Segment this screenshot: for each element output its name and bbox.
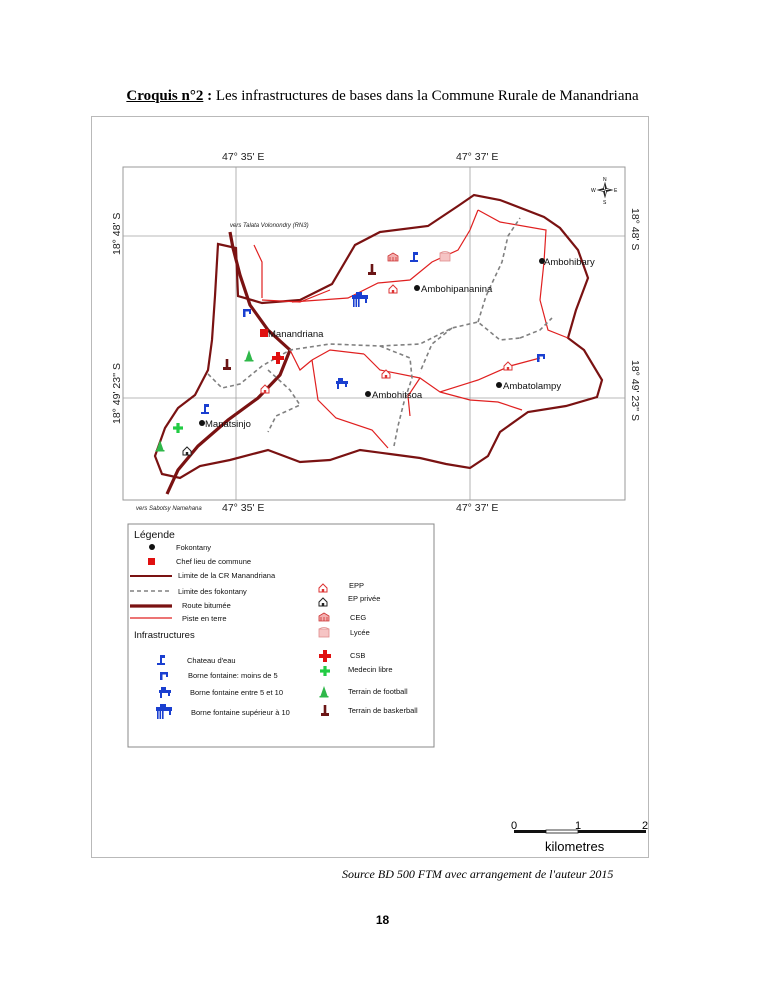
lycee-icon: [440, 252, 450, 262]
compass-n: N: [603, 177, 607, 183]
place-ambohipananina: Ambohipananina: [421, 284, 493, 295]
coord-right-bottom: 18° 49' 23'' S: [629, 360, 641, 422]
legend-chef-lieu-icon: [148, 558, 155, 565]
compass-e: E: [614, 188, 618, 194]
chef-lieu-marker: [260, 329, 268, 337]
place-manatsinjo: Manatsinjo: [205, 419, 251, 430]
source-note: Source BD 500 FTM avec arrangement de l'auteur 2015: [342, 867, 614, 881]
legend-borne-big: Borne fontaine supérieur à 10: [191, 708, 290, 717]
compass-s: S: [603, 200, 607, 206]
scale-bar: [511, 820, 648, 854]
legend-medecin: Medecin libre: [348, 665, 393, 674]
legend-fokontany-icon: [149, 544, 155, 550]
scale-label-0: 0: [511, 820, 518, 832]
legend-limite-cr: Limite de la CR Manandriana: [178, 571, 276, 580]
fokontany-dot-ambohitsoa: [365, 391, 371, 397]
place-ambohitsoa: Ambohitsoa: [372, 390, 423, 401]
coord-bottom-left: 47° 35' E: [222, 502, 265, 514]
legend-csb: CSB: [350, 651, 366, 660]
fokontany-dot-ambatolampy: [496, 382, 502, 388]
scale-label-1: 1: [575, 820, 582, 832]
coord-left-top: 18° 48' S: [111, 212, 123, 255]
legend-epp: EPP: [349, 581, 365, 590]
coord-top-right: 47° 37' E: [456, 151, 499, 163]
legend-lycee-icon: [319, 628, 329, 638]
road-label-south: vers Sabotsy Namehana: [136, 506, 202, 512]
coord-left-bottom: 18° 49' 23'' S: [111, 362, 123, 424]
legend-borne-mid: Borne fontaine entre 5 et 10: [190, 688, 283, 697]
legend-title: Légende: [134, 529, 175, 541]
legend-football: Terrain de football: [348, 687, 408, 696]
legend-lycee: Lycée: [350, 628, 370, 637]
caption-label: Croquis n°2: [126, 88, 204, 104]
place-manandriana: Manandriana: [268, 329, 324, 340]
legend-infra-title: Infrastructures: [134, 630, 195, 641]
legend-limite-fokontany: Limite des fokontany: [178, 587, 247, 596]
coord-top-left: 47° 35' E: [222, 151, 265, 163]
legend-route: Route bitumée: [182, 601, 231, 610]
legend-ceg: CEG: [350, 613, 367, 622]
place-ambatolampy: Ambatolampy: [503, 381, 562, 392]
fokontany-dot-ambohipananina: [414, 285, 420, 291]
legend-chef-lieu: Chef lieu de commune: [176, 557, 252, 566]
legend-ep-privee: EP privée: [348, 594, 381, 603]
caption-text: Les infrastructures de bases dans la Commune Rurale de Manandriana: [212, 88, 639, 104]
compass-w: W: [591, 188, 596, 194]
coord-right-top: 18° 48' S: [629, 208, 641, 251]
map-area: [123, 167, 625, 500]
legend-piste: Piste en terre: [182, 614, 227, 623]
scale-label-2: 2: [642, 820, 649, 832]
legend-basket: Terrain de baskerball: [348, 706, 418, 715]
page-number: 18: [375, 913, 390, 927]
caption-separator: :: [203, 88, 213, 104]
legend-fokontany: Fokontany: [176, 543, 212, 552]
coord-bottom-right: 47° 37' E: [456, 502, 499, 514]
road-label-north: vers Talata Volonondry (RN3): [230, 223, 309, 229]
scale-unit: kilometres: [545, 839, 605, 854]
place-ambohibary: Ambohibary: [544, 257, 595, 268]
legend-borne-small: Borne fontaine: moins de 5: [188, 671, 278, 680]
legend-chateau: Chateau d'eau: [187, 656, 236, 665]
